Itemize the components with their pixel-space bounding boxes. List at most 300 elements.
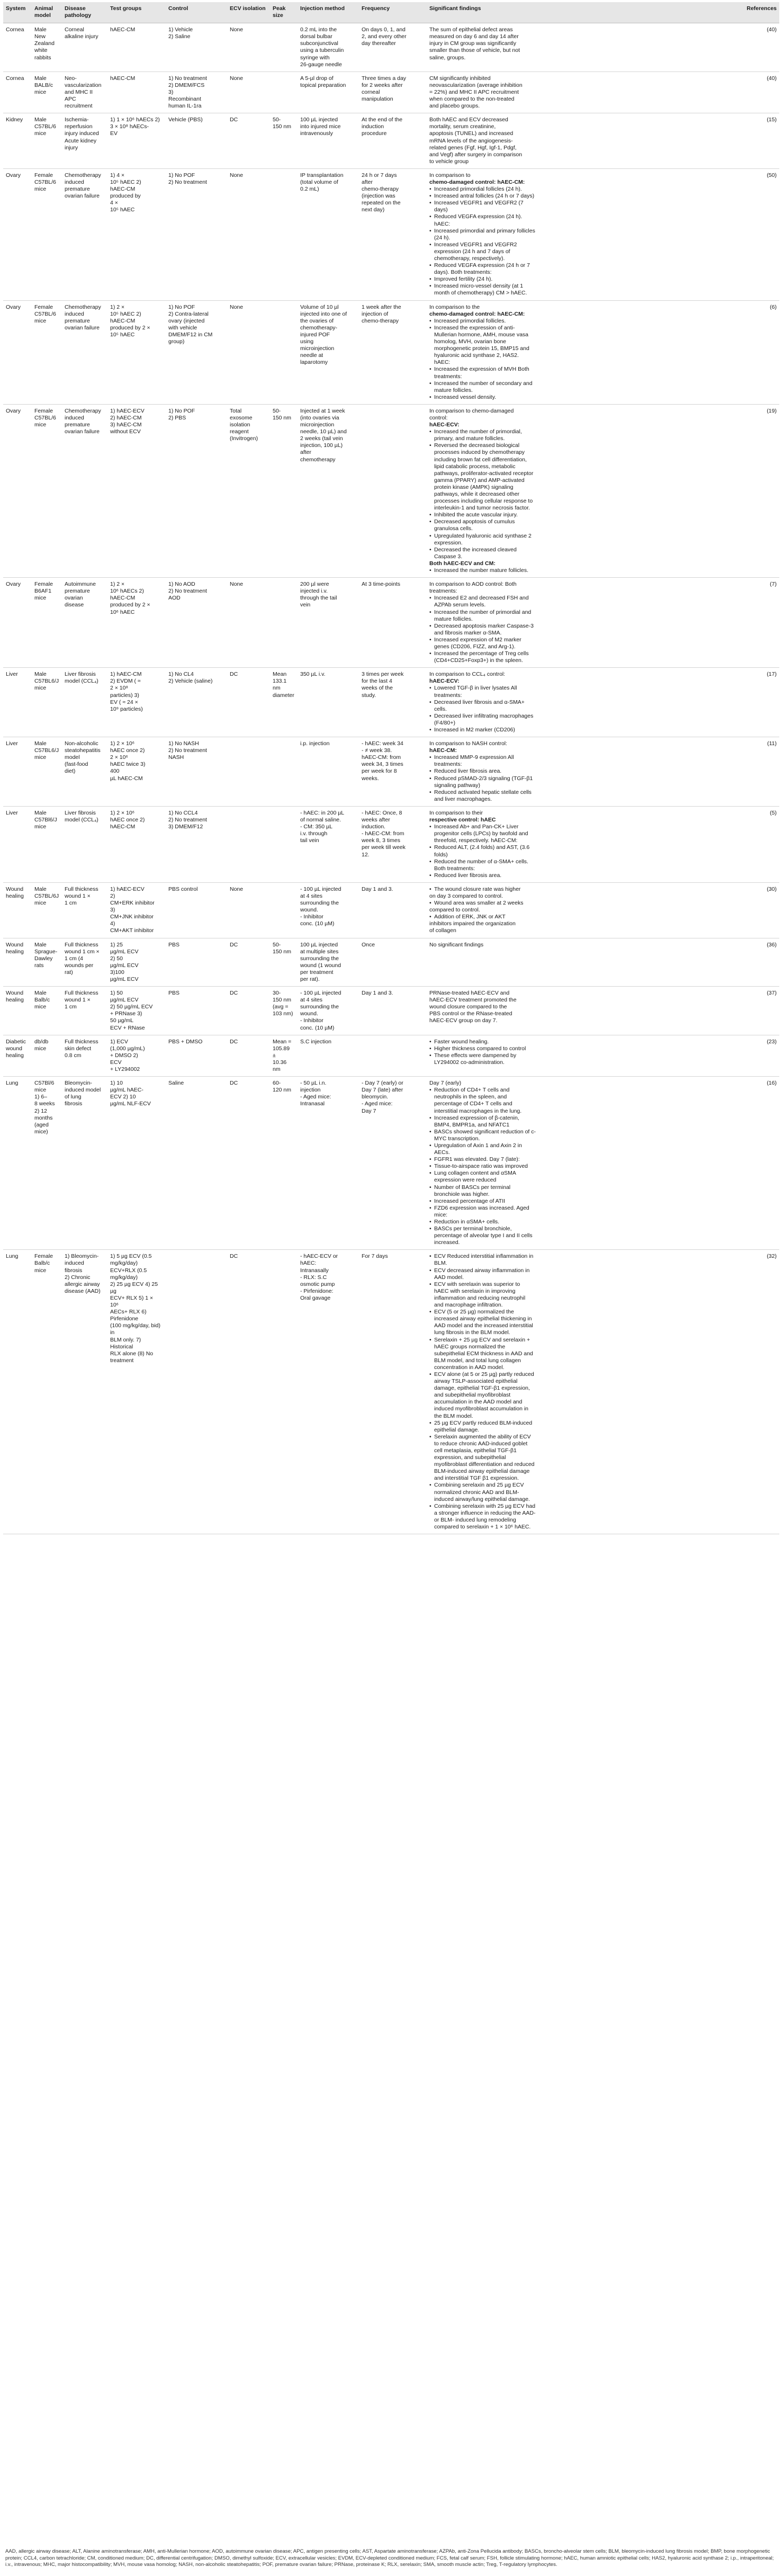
cell-line: the ovaries of bbox=[300, 317, 334, 324]
column-header-control: Control bbox=[166, 2, 227, 23]
test-groups-cell bbox=[107, 404, 166, 577]
cell-line: isolation bbox=[230, 422, 250, 428]
finding-bullet: • Combining serelaxin and 25 µg ECV normalized chronic AAD and BLM-induced airway/lung epithelial damage. bbox=[429, 1482, 536, 1502]
table-header-row bbox=[3, 2, 779, 23]
cell-line: DC bbox=[230, 1080, 238, 1087]
finding-text: treatments: bbox=[429, 588, 457, 595]
cell-line: weeks. bbox=[362, 775, 379, 782]
cell-line: microinjection bbox=[300, 345, 335, 352]
cell-line: µg/mL ECV bbox=[110, 962, 139, 969]
cell-line: next day) bbox=[362, 207, 385, 213]
test-groups-cell bbox=[107, 938, 166, 987]
cell-line: - 50 µL i.n. bbox=[300, 1080, 327, 1087]
system-cell: Diabetic wound healing bbox=[3, 1035, 32, 1076]
table-row bbox=[3, 938, 779, 987]
cell-line: Female bbox=[34, 1253, 53, 1260]
cell-line: mice bbox=[34, 88, 47, 95]
cell-line: induced bbox=[65, 1260, 84, 1267]
cell-line: hAEC once 2) bbox=[110, 747, 145, 754]
cell-line: conc. (10 µM) bbox=[300, 1024, 335, 1031]
cell-line: 10⁵ hAEC bbox=[110, 331, 135, 338]
system-cell: Liver bbox=[3, 806, 32, 882]
control-cell bbox=[166, 668, 227, 737]
cell-line: Balb/c bbox=[34, 997, 50, 1004]
cell-line: Male bbox=[34, 740, 47, 747]
disease-pathology-cell bbox=[62, 404, 107, 577]
cell-line: 1) No CL4 bbox=[168, 671, 194, 678]
ecv-isolation-cell bbox=[227, 300, 270, 404]
cell-line: RLX alone (8) No bbox=[110, 1350, 154, 1357]
cell-line: Chemotherapy bbox=[65, 303, 101, 310]
finding-text: smaller than those of vehicle, but not bbox=[429, 47, 520, 54]
cell-line: 2 × 10⁶ bbox=[110, 754, 128, 761]
reference-cell: (40) bbox=[538, 23, 779, 72]
cell-line: 50- bbox=[273, 407, 281, 414]
cell-line: and MHC II bbox=[65, 88, 93, 95]
cell-line: C57BL/6 bbox=[34, 414, 56, 421]
cell-line: DC bbox=[230, 1253, 238, 1260]
table-row bbox=[3, 300, 779, 404]
cell-line: Male bbox=[34, 671, 47, 678]
finding-text: In comparison to NASH control: bbox=[429, 740, 508, 747]
frequency-cell bbox=[359, 578, 427, 668]
ecv-isolation-cell bbox=[227, 404, 270, 577]
cell-line: injured POF bbox=[300, 331, 330, 338]
cell-line: months bbox=[34, 1114, 53, 1121]
cell-line: 1) 6– bbox=[34, 1094, 47, 1101]
injection-method-cell bbox=[298, 113, 359, 169]
significant-findings-cell bbox=[427, 987, 538, 1035]
cell-line: µg/mL hAEC- bbox=[110, 1087, 143, 1094]
cell-line: Female bbox=[34, 581, 53, 588]
ecv-isolation-cell bbox=[227, 882, 270, 938]
reference-cell: (37) bbox=[538, 987, 779, 1035]
cell-line: 120 nm bbox=[273, 1087, 292, 1094]
table-row bbox=[3, 806, 779, 882]
reference-cell: (30) bbox=[538, 882, 779, 938]
cell-line: (aged mice) bbox=[34, 1121, 49, 1135]
finding-bullet: • Increased antral follicles (24 h or 7 days) bbox=[429, 193, 536, 200]
finding-text: hAEC-ECV group on day 7. bbox=[429, 1017, 498, 1024]
cell-line: Chemotherapy bbox=[65, 172, 101, 178]
significant-findings-cell bbox=[427, 938, 538, 987]
injection-method-cell bbox=[298, 806, 359, 882]
cell-line: EV ( ≈ 24 × bbox=[110, 699, 138, 705]
cell-line: - Pirfenidone: bbox=[300, 1287, 334, 1294]
cell-line: 50- bbox=[273, 117, 281, 123]
cell-line: ovarian failure bbox=[65, 428, 100, 435]
table-row bbox=[3, 71, 779, 113]
cell-line: 2) No treatment bbox=[168, 588, 207, 595]
cell-line: BALB/c bbox=[34, 82, 53, 88]
cell-line: 2) 50 µg/mL ECV bbox=[110, 1004, 153, 1010]
cell-line: mice bbox=[34, 1267, 47, 1274]
cell-line: C57BL/6J bbox=[34, 892, 59, 899]
cell-line: hAEC-CM bbox=[110, 824, 136, 830]
column-header-disease-pathology: Disease pathology bbox=[62, 2, 107, 23]
cell-line: APC bbox=[65, 96, 76, 103]
finding-bullet: • Reduction of CD4+ T cells and neutrophils in the spleen, and percentage of CD4+ T cells and interstitial macrophages in the lung. bbox=[429, 1087, 536, 1114]
cell-line: Intranasal bbox=[300, 1101, 325, 1107]
finding-text: The sum of epithelial defect areas bbox=[429, 26, 513, 33]
cell-line: weeks after bbox=[362, 817, 390, 824]
cell-line: study. bbox=[362, 692, 376, 699]
cell-line: Female bbox=[34, 172, 53, 178]
cell-line: DC bbox=[230, 941, 238, 948]
disease-pathology-cell bbox=[62, 938, 107, 987]
cell-line: day thereafter bbox=[362, 40, 396, 47]
cell-line: 3) DMEM/F12 bbox=[168, 824, 203, 830]
cell-line: 1 cm bbox=[65, 900, 77, 907]
cell-line: 3) bbox=[168, 88, 174, 95]
test-groups-cell bbox=[107, 168, 166, 300]
cell-line: CM+AKT inhibitor bbox=[110, 927, 154, 934]
system-cell: Cornea bbox=[3, 71, 32, 113]
finding-text: In comparison to the bbox=[429, 303, 480, 310]
cell-line: - hAEC-CM: from bbox=[362, 830, 404, 837]
cell-line: premature bbox=[65, 588, 90, 595]
cell-line: wound. bbox=[300, 1010, 318, 1017]
cell-line: corneal bbox=[362, 88, 380, 95]
test-groups-cell bbox=[107, 1077, 166, 1250]
cell-line: B6AF1 bbox=[34, 588, 52, 595]
cell-line: 103 nm) bbox=[273, 1010, 293, 1017]
cell-line: 1 week after the bbox=[362, 303, 401, 310]
cell-line: Male bbox=[34, 75, 47, 82]
peak-size-cell bbox=[270, 1250, 298, 1534]
table-footnote: AAD, allergic airway disease; ALT, Alanine aminotransferase; AMH, anti-Mullerian hormone; AOD, autoimmune ovarian disease; APC, antigen presenting cells; AST, Aspartate aminotransferase; AZPAb, anti-Zona Pellucida antibody; BASCs, broncho-alveolar stem cells; BLM, bleomycin-induced lung fibrosis model; BMP, bone morphogenetic protein; CCL4, carbon tetrachloride; CM, conditioned medium; DC, differential centrifugation; DMSO, dimethyl sulfoxide; ECV, extracellular vesicles; EVDM, ECV-depleted conditioned medium; FCS, fetal calf serum; FSH, follicle stimulating hormone; hAEC, human amniotic epithelial cells; HAS2, hyaluronic acid synthase 2; i.p., intraperitoneal; i.v., intravenous; MHC, major histocompatibility; MVH, mouse vasa homolog; NASH, non-alcoholic steatohepatitis; POF, premature ovarian failure; PRNase, proteinase K; RLX, serelaxin; SMA, smooth muscle actin; Treg, T-regulatory lymphocytes. bbox=[5, 2548, 774, 2568]
cell-line: ECV+RLX (0.5 mg/kg/day) bbox=[110, 1267, 147, 1281]
peak-size-cell bbox=[270, 113, 298, 169]
cell-line: C57Bl6/J bbox=[34, 817, 57, 824]
system-cell: Wound healing bbox=[3, 882, 32, 938]
reference-cell: (32) bbox=[538, 1250, 779, 1534]
finding-bullet: • BASCs showed significant reduction of c-MYC transcription. bbox=[429, 1129, 536, 1142]
finding-text: In comparison to bbox=[429, 172, 471, 178]
cell-line: Male bbox=[34, 990, 47, 997]
disease-pathology-cell bbox=[62, 71, 107, 113]
cell-line: mice bbox=[34, 685, 47, 692]
cell-line: µg/mL NLF-ECV bbox=[110, 1101, 151, 1107]
cell-line: after bbox=[300, 449, 312, 456]
frequency-cell bbox=[359, 882, 427, 938]
finding-text: mortality, serum creatinine, bbox=[429, 123, 496, 130]
cell-line: injection of bbox=[362, 310, 389, 317]
system-cell: Kidney bbox=[3, 113, 32, 169]
cell-line: ovarian failure bbox=[65, 193, 100, 200]
finding-text: No significant findings bbox=[429, 941, 484, 948]
cell-line: - 100 µL injected bbox=[300, 885, 341, 892]
cell-line: per rat). bbox=[300, 976, 320, 982]
cell-line: 10⁹ particles) bbox=[110, 705, 143, 712]
cell-line: A 5-µl drop of bbox=[300, 75, 334, 82]
cell-line: (avg = bbox=[273, 1004, 289, 1010]
cell-line: steatohepatitis bbox=[65, 747, 101, 754]
cell-line: Non-alcoholic bbox=[65, 740, 98, 747]
table-row bbox=[3, 668, 779, 737]
system-cell: Cornea bbox=[3, 23, 32, 72]
cell-line: 1) 10 bbox=[110, 1080, 123, 1087]
cell-line: Male bbox=[34, 941, 47, 948]
cell-line: conc. (10 µM) bbox=[300, 920, 335, 927]
cell-line: vascularization bbox=[65, 82, 102, 88]
cell-line: 10.36 nm bbox=[273, 1059, 287, 1073]
finding-bullet: • Reduced ALT, (2.4 folds) and AST, (3.6 folds) bbox=[429, 844, 536, 858]
cell-line: C57BL/6 bbox=[34, 178, 56, 185]
cell-line: hAEC twice 3) bbox=[110, 761, 146, 768]
cell-line: Vehicle (PBS) bbox=[168, 117, 203, 123]
disease-pathology-cell bbox=[62, 806, 107, 882]
cell-line: induction. bbox=[362, 824, 385, 830]
cell-line: wound 1 cm × bbox=[65, 948, 100, 955]
cell-line: into injured mice bbox=[300, 123, 341, 130]
cell-line: chemo-therapy bbox=[362, 317, 399, 324]
cell-line: None bbox=[230, 885, 244, 892]
cell-line: 50- bbox=[273, 941, 281, 948]
cell-line: premature bbox=[65, 422, 90, 428]
cell-line: (fast-food bbox=[65, 761, 88, 768]
cell-line: hAEC-CM: from bbox=[362, 754, 401, 761]
cell-line: 1) Bleomycin- bbox=[65, 1253, 99, 1260]
cell-line: - hAEC-ECV or bbox=[300, 1253, 338, 1260]
cell-line: 10⁶ hAECs 2) bbox=[110, 588, 144, 595]
cell-line: premature bbox=[65, 186, 90, 193]
cell-line: procedure bbox=[362, 130, 387, 137]
cell-line: 1) No CCL4 bbox=[168, 809, 198, 816]
cell-line: New bbox=[34, 33, 46, 40]
cell-line: surrounding the bbox=[300, 900, 339, 907]
cell-line: (1,000 µg/mL) bbox=[110, 1045, 145, 1052]
finding-bullet: • FZD6 expression was increased. Aged mice: bbox=[429, 1205, 536, 1219]
cell-line: Mean = bbox=[273, 1038, 292, 1045]
peak-size-cell bbox=[270, 938, 298, 987]
cell-line: premature bbox=[65, 317, 90, 324]
cell-line: mice bbox=[34, 1045, 47, 1052]
cell-line: week 8, 3 times bbox=[362, 837, 400, 844]
finding-bullet: • Number of BASCs per terminal bronchiole was higher. bbox=[429, 1184, 536, 1198]
cell-line: of lung bbox=[65, 1094, 82, 1101]
cell-line: C57BL/6 bbox=[34, 123, 56, 130]
frequency-cell bbox=[359, 168, 427, 300]
finding-text: and Vegf) after surgery in comparison bbox=[429, 151, 523, 158]
cell-line: of normal saline. bbox=[300, 817, 341, 824]
animal-model-cell bbox=[32, 578, 62, 668]
column-header-references: References bbox=[538, 2, 779, 23]
injection-method-cell bbox=[298, 71, 359, 113]
significant-findings-cell bbox=[427, 23, 538, 72]
cell-line: at 4 sites bbox=[300, 892, 323, 899]
cell-line: 0.2 mL) bbox=[300, 186, 319, 193]
column-header-significant-findings: Significant findings bbox=[427, 2, 538, 23]
injection-method-cell bbox=[298, 578, 359, 668]
finding-bullet: • ECV (5 or 25 µg) normalized the increased airway epithelial thickening in AAD model and the increased interstitial lung fibrosis in the BLM model. bbox=[429, 1309, 536, 1336]
cell-line: injection, 100 µL) bbox=[300, 442, 343, 449]
cell-line: 8 weeks bbox=[34, 1101, 55, 1107]
animal-model-cell bbox=[32, 1250, 62, 1534]
ecv-isolation-cell bbox=[227, 113, 270, 169]
finding-bullet: • Reduction in αSMA+ cells. bbox=[429, 1219, 536, 1226]
animal-model-cell bbox=[32, 23, 62, 72]
cell-line: induction bbox=[362, 123, 384, 130]
cell-line: syringe with bbox=[300, 54, 330, 61]
reference-cell: (11) bbox=[538, 737, 779, 807]
test-groups-cell bbox=[107, 806, 166, 882]
finding-bullet: • Increased micro-vessel density (at 1 month of chemotherapy) CM > hAEC. bbox=[429, 283, 536, 297]
cell-line: DC bbox=[230, 671, 238, 678]
cell-line: Liver fibrosis bbox=[65, 671, 96, 678]
finding-bullet: • Reduced liver fibrosis area. bbox=[429, 768, 536, 775]
ecv-isolation-cell bbox=[227, 938, 270, 987]
cell-line: mice bbox=[34, 754, 47, 761]
cell-line: using bbox=[300, 338, 314, 345]
finding-bullet: • Reduced VEGFA expression (24 h or 7 days). Both treatments: bbox=[429, 262, 536, 276]
cell-line: Three times a day bbox=[362, 75, 407, 82]
cell-line: Total bbox=[230, 407, 242, 414]
cell-line: per week till week bbox=[362, 844, 406, 851]
cell-line: (into ovaries via bbox=[300, 414, 339, 421]
finding-bullet: • Increased the expression of MVH Both treatments: bbox=[429, 366, 536, 380]
cell-line: C57Bl/6 mice bbox=[34, 1080, 55, 1094]
finding-bullet: • Increased in M2 marker (CD206) bbox=[429, 727, 536, 734]
cell-line: hAEC-CM bbox=[110, 317, 136, 324]
cell-line: PBS + DMSO bbox=[168, 1038, 203, 1045]
disease-pathology-cell bbox=[62, 987, 107, 1035]
cell-line: injected i.v. bbox=[300, 588, 328, 595]
cell-line: fibrosis bbox=[65, 1101, 83, 1107]
cell-line: ovarian bbox=[65, 595, 83, 602]
finding-text: wound closure compared to the bbox=[429, 1004, 507, 1010]
cell-line: - RLX: S.C bbox=[300, 1274, 327, 1281]
disease-pathology-cell bbox=[62, 168, 107, 300]
cell-line: 26-gauge needle bbox=[300, 61, 342, 68]
finding-text: when compared to the non-treated bbox=[429, 96, 515, 103]
finding-bullet: • Reduced liver fibrosis area. bbox=[429, 872, 536, 879]
peak-size-cell bbox=[270, 668, 298, 737]
finding-text: mRNA levels of the angiogenesis- bbox=[429, 137, 513, 144]
finding-bullet: • Reduced pSMAD-2/3 signaling (TGF-β1 signaling pathway) bbox=[429, 775, 536, 789]
finding-text: respective control: hAEC bbox=[429, 817, 496, 824]
cell-line: reagent bbox=[230, 428, 249, 435]
cell-line: 1) 50 bbox=[110, 990, 123, 997]
cell-line: 1) 2 × bbox=[110, 581, 125, 588]
cell-line: white bbox=[34, 47, 48, 54]
significant-findings-cell bbox=[427, 1077, 538, 1250]
cell-line: db/db bbox=[34, 1038, 49, 1045]
finding-bullet: • Improved fertility (24 h). bbox=[429, 276, 536, 283]
cell-line: group) bbox=[168, 338, 185, 345]
animal-model-cell bbox=[32, 113, 62, 169]
finding-bullet: • These effects were dampened by LY294002 co-administration. bbox=[429, 1052, 536, 1066]
cell-line: Female bbox=[34, 407, 53, 414]
ecv-isolation-cell bbox=[227, 23, 270, 72]
control-cell bbox=[166, 1250, 227, 1534]
finding-bullet: • Reduced activated hepatic stellate cells and liver macrophages. bbox=[429, 789, 536, 803]
cell-line: 1) 1 × 10⁶ hAECs 2) bbox=[110, 117, 160, 123]
cell-line: week 34, 3 times bbox=[362, 761, 403, 768]
cell-line: 12. bbox=[362, 851, 370, 858]
reference-cell: (36) bbox=[538, 938, 779, 987]
cell-line: C57BL6/J bbox=[34, 678, 59, 685]
cell-line: 1) 4 × bbox=[110, 172, 125, 178]
cell-line: (injection was bbox=[362, 193, 395, 200]
finding-bullet: • Increased E2 and decreased FSH and AZPAb serum levels. bbox=[429, 595, 536, 609]
test-groups-cell bbox=[107, 300, 166, 404]
finding-text: Day 7 (early) bbox=[429, 1080, 462, 1087]
finding-text: control: bbox=[429, 414, 448, 421]
disease-pathology-cell bbox=[62, 300, 107, 404]
finding-text: compared to control. bbox=[429, 907, 480, 914]
finding-text: In comparison to AOD control: Both bbox=[429, 581, 517, 588]
cell-line: BLM only. 7) Historical bbox=[110, 1336, 141, 1350]
cell-line: 2) 25 µg ECV 4) 25 µg bbox=[110, 1281, 158, 1294]
frequency-cell bbox=[359, 806, 427, 882]
frequency-cell bbox=[359, 668, 427, 737]
cell-line: µg/mL ECV bbox=[110, 976, 139, 982]
cell-line: 3) bbox=[110, 907, 115, 914]
disease-pathology-cell bbox=[62, 1077, 107, 1250]
finding-text: In comparison to chemo-damaged bbox=[429, 407, 514, 414]
disease-pathology-cell bbox=[62, 668, 107, 737]
finding-bullet: • ECV alone (at 5 or 25 µg) partly reduced airway TSLP-associated epithelial damage, epithelial TGF-β1 expression, and subepithelial myofibroblast accumulation in the AAD model and induced myofibroblast accumulation in the BLM model. bbox=[429, 1371, 536, 1420]
finding-bullet: • Increased MMP-9 expression All treatments: bbox=[429, 754, 536, 768]
disease-pathology-cell bbox=[62, 113, 107, 169]
finding-text: saline, groups. bbox=[429, 54, 466, 61]
cell-line: for the last 4 bbox=[362, 678, 392, 685]
finding-bullet: • Reduced the number of α-SMA+ cells. Both treatments: bbox=[429, 858, 536, 872]
cell-line: 2 weeks (tail vein bbox=[300, 435, 343, 442]
cell-line: Chemotherapy bbox=[65, 407, 101, 414]
cell-line: Bleomycin- bbox=[65, 1080, 92, 1087]
cell-line: 100 µL injected bbox=[300, 941, 338, 948]
control-cell bbox=[166, 300, 227, 404]
frequency-cell bbox=[359, 987, 427, 1035]
cell-line: with vehicle bbox=[168, 324, 197, 331]
table-row bbox=[3, 1250, 779, 1534]
cell-line: microinjection bbox=[300, 422, 335, 428]
cell-line: reperfusion bbox=[65, 123, 93, 130]
test-groups-cell bbox=[107, 1250, 166, 1534]
cell-line: Mean bbox=[273, 671, 287, 678]
cell-line: PBS control bbox=[168, 885, 198, 892]
finding-text: Both hAEC-ECV and CM: bbox=[429, 560, 496, 567]
cell-line: 1) 5 µg ECV (0.5 mg/kg/day) bbox=[110, 1253, 152, 1267]
finding-text: neovascularization (average inhibition bbox=[429, 82, 523, 88]
cell-line: produced by 2 × bbox=[110, 602, 150, 609]
cell-line: weeks of the bbox=[362, 685, 393, 692]
finding-bullet: • Increased primordial and primary follicles (24 h). bbox=[429, 228, 536, 241]
cell-line: hAEC once 2) bbox=[110, 817, 145, 824]
finding-bullet: • Increased VEGFR1 and VEGFR2 expression (24 h and 7 days of chemotherapy, respectively). bbox=[429, 241, 536, 262]
cell-line: wound. bbox=[300, 907, 318, 914]
table-row bbox=[3, 1077, 779, 1250]
cell-line: 60- bbox=[273, 1080, 281, 1087]
cell-line: i.p. injection bbox=[300, 740, 330, 747]
injection-method-cell bbox=[298, 1250, 359, 1534]
frequency-cell bbox=[359, 71, 427, 113]
cell-line: vein bbox=[300, 602, 311, 609]
cell-line: disease (AAD) bbox=[65, 1287, 101, 1294]
system-cell: Liver bbox=[3, 668, 32, 737]
finding-bullet: • BASCs per terminal bronchiole, percentage of alveolar type I and II cells increased. bbox=[429, 1226, 536, 1246]
animal-model-cell bbox=[32, 168, 62, 300]
system-cell: Ovary bbox=[3, 168, 32, 300]
cell-line: 30- bbox=[273, 990, 281, 997]
cell-line: 400 bbox=[110, 768, 120, 775]
system-cell: Wound healing bbox=[3, 987, 32, 1035]
cell-line: injected into one of bbox=[300, 310, 347, 317]
cell-line: 2) Contra-lateral bbox=[168, 310, 209, 317]
finding-bullet: • Reduced VEGFA expression (24 h). hAEC: bbox=[429, 213, 536, 227]
